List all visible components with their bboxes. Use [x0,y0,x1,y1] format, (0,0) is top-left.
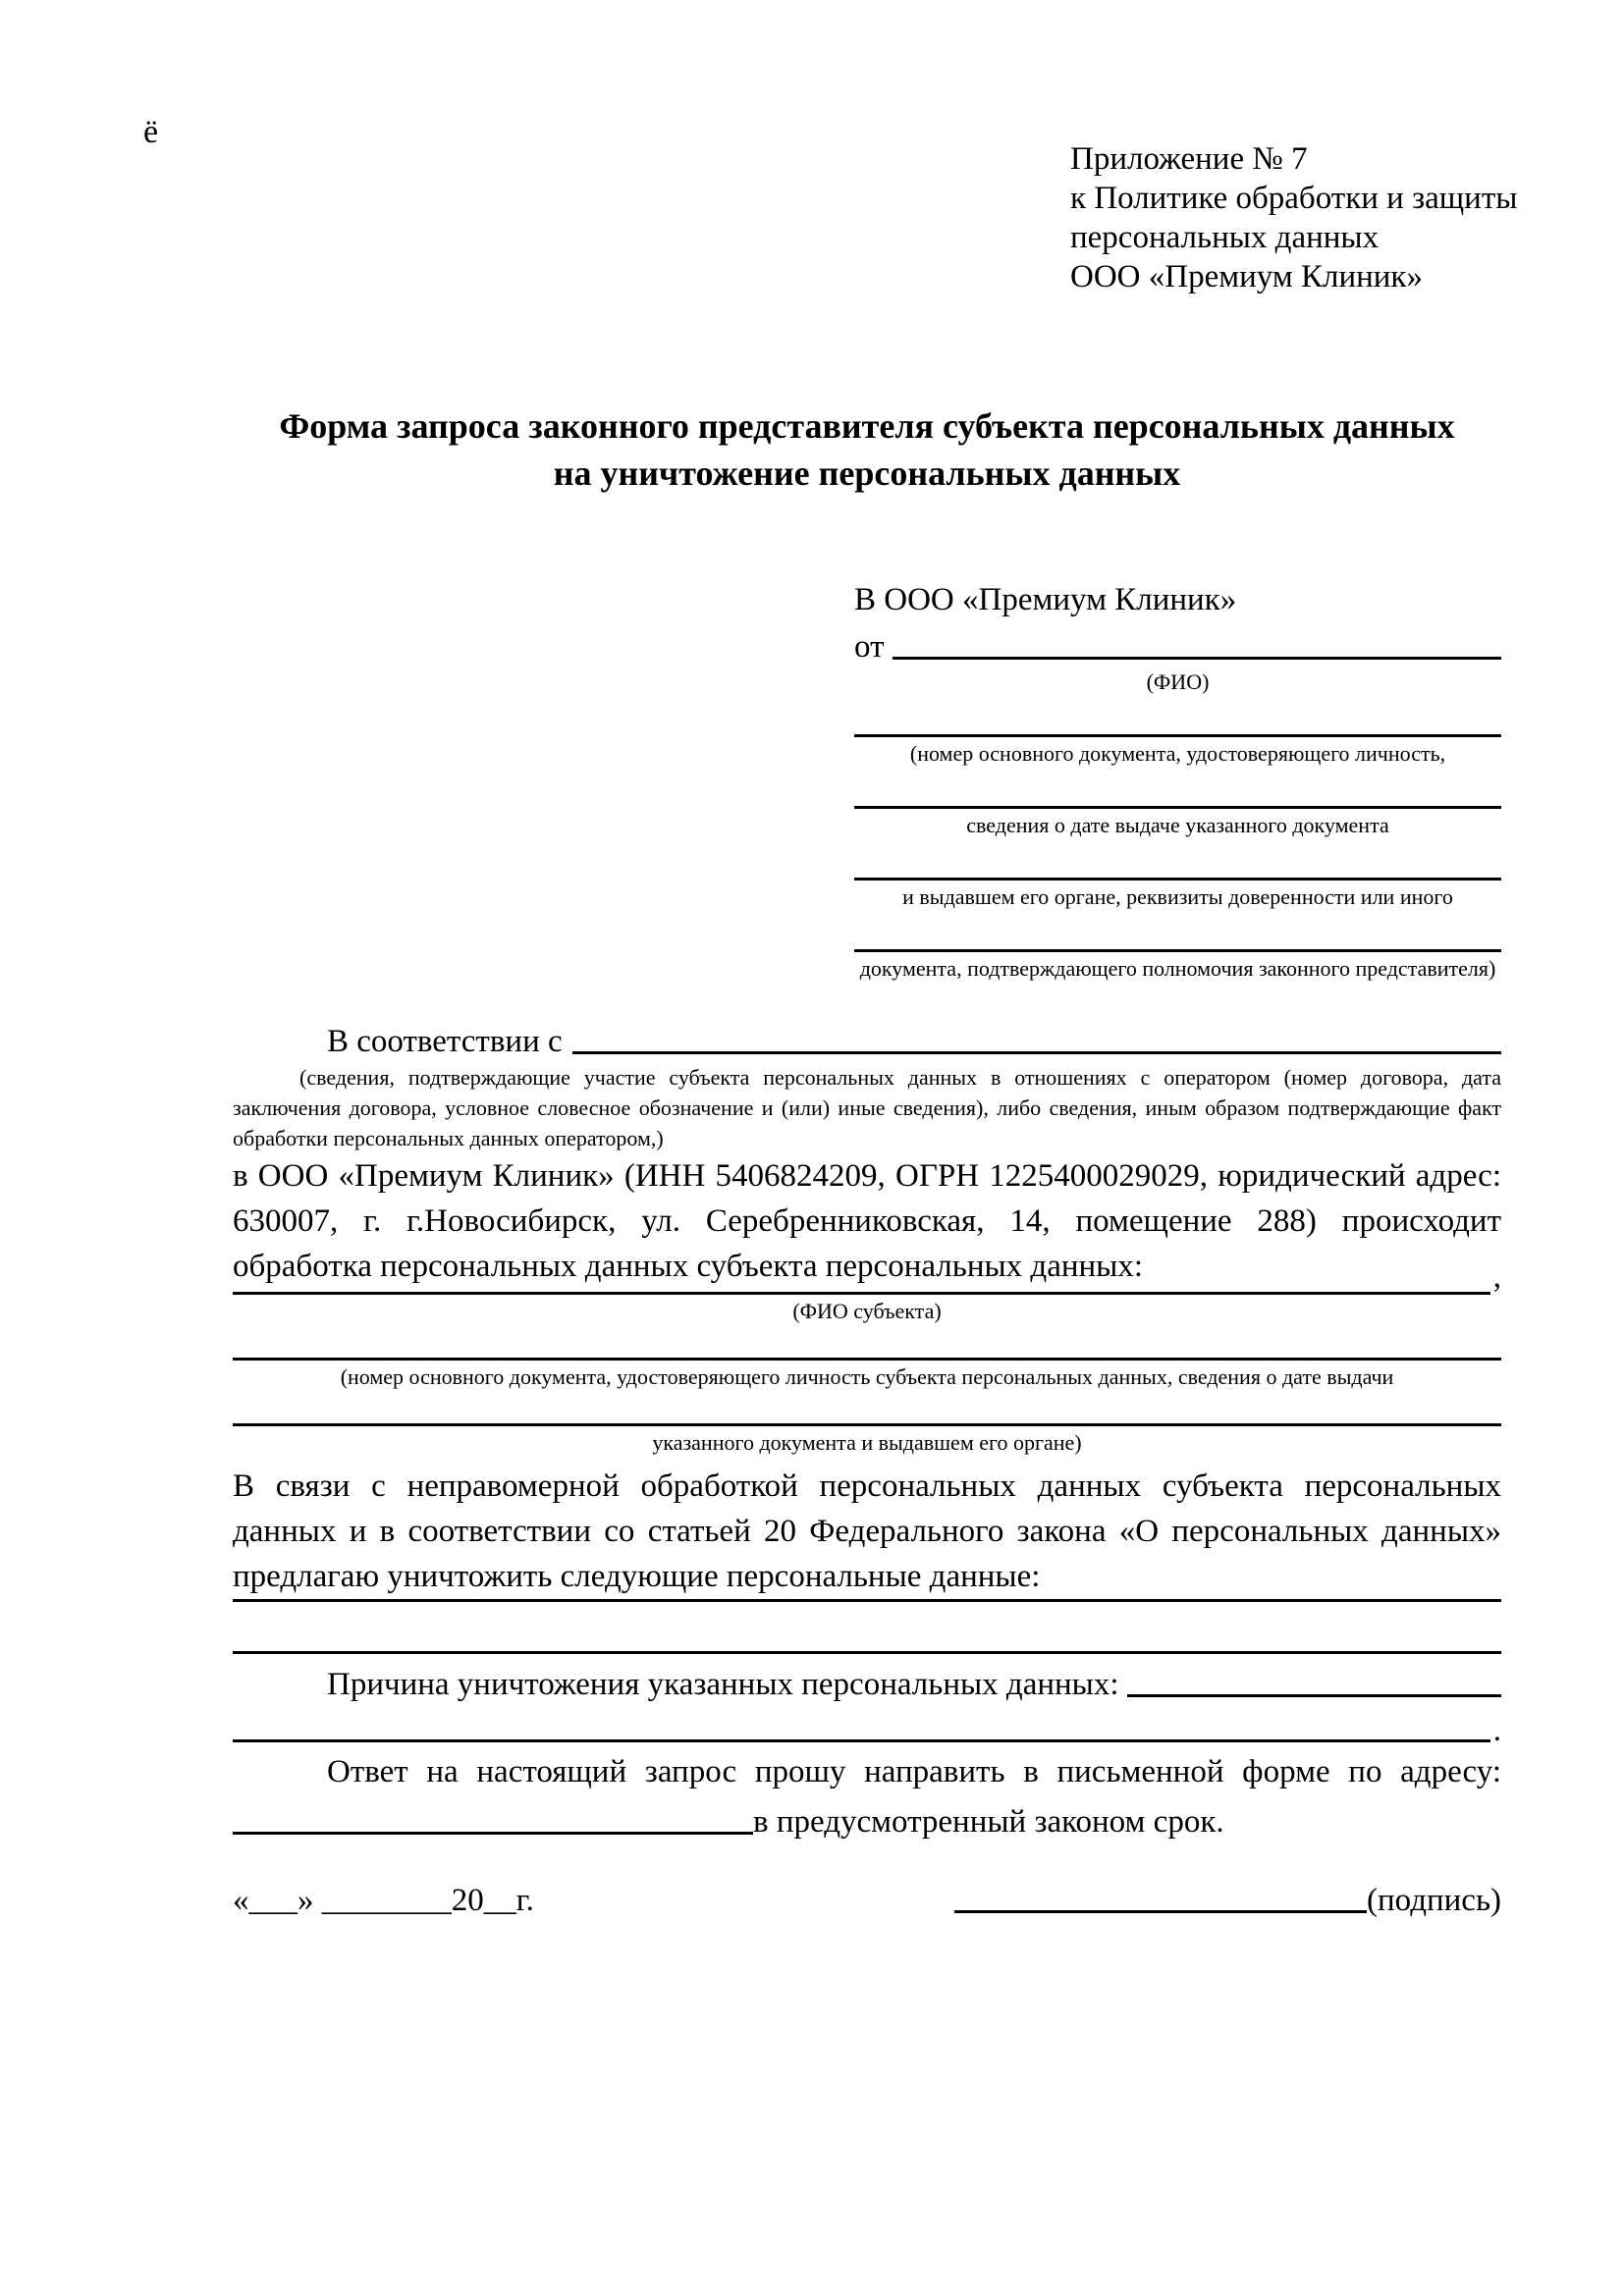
subject-fio-line-row [233,1259,1501,1295]
form-title [233,402,1501,497]
accordance-label: В соответствии с [327,1024,563,1059]
operator-paragraph: в ООО «Премиум Клиник» (ИНН 5406824209, ОГРН 1225400029029, юридический адрес: 630007, г. г.Новосибирск, ул. Серебренниковская, 14, помещение 288) происходит обработка персональных данных субъекта персональных данных: [233,1158,1501,1284]
reason-row [233,1654,1501,1703]
subject-doc-fill-line-2 [233,1398,1501,1426]
subject-fio-caption: (ФИО субъекта) [792,1299,942,1323]
accordance-row [233,1015,1501,1060]
doc-caption-3: и выдавшем его органе, реквизиты доверенности или иного [902,884,1453,909]
reason-fill-line [1127,1694,1501,1697]
appendix-block [1070,139,1517,296]
accordance-note: (сведения, подтверждающие участие субъекта персональных данных в отношениях с оператором (номер договора, дата заключения договора, условное словесное обозначение и (или) иные сведения), либо сведения, иным образом подтверждающие факт обработки персональных данных оператором,) [233,1065,1501,1150]
appendix-line-3: персональных данных [1070,220,1380,255]
demand-paragraph: В связи с неправомерной обработкой персональных данных субъекта персональных данных и в соответствии со статьей 20 Федерального закона «О персональных данных» предлагаю уничтожить следующие персональные данные: [233,1468,1501,1594]
appendix-line-2: к Политике обработки и защиты [1070,181,1518,216]
response-paragraph: Ответ на настоящий запрос прошу направить в письменной форме по адресу: [327,1754,1501,1789]
reason-label: Причина уничтожения указанных персональных данных: [327,1667,1119,1702]
address-fill-line [233,1832,753,1835]
doc-caption-4: документа, подтверждающего полномочия законного представителя) [859,956,1496,981]
footer-row [233,1868,1501,1919]
fio-fill-line [893,657,1502,660]
addressee-block [854,579,1501,989]
date-line: «___» ________20__г. [233,1883,534,1918]
addressee-to: В ООО «Премиум Клиник» [854,582,1237,617]
doc-fill-line-1 [854,703,1501,737]
subject-fio-fill-line [233,1292,1490,1295]
signature-group [954,1883,1501,1919]
signature-fill-line [954,1910,1367,1913]
subject-line-suffix: , [1492,1259,1501,1295]
reason-line-suffix: . [1492,1713,1501,1748]
stray-character: ё [143,114,159,150]
from-label: от [854,629,885,665]
form-title-line-1: Форма запроса законного представителя субъекта персональных данных [279,406,1455,446]
doc-fill-line-2 [854,774,1501,809]
response-tail-row [233,1795,1501,1841]
signature-caption: (подпись) [1367,1883,1501,1918]
accordance-fill-line [572,1051,1501,1054]
form-title-line-2: на уничтожение персональных данных [553,454,1181,493]
subject-doc-fill-line-1 [233,1332,1501,1361]
doc-caption-1: (номер основного документа, удостоверяющего личность, [909,741,1446,766]
doc-fill-line-3 [854,846,1501,881]
doc-caption-2: сведения о дате выдаче указанного документа [966,813,1389,837]
appendix-line-1: Приложение № 7 [1070,141,1308,177]
reason-fill-line-2-row [233,1703,1501,1748]
from-row [854,620,1501,666]
response-tail-text: в предусмотренный законом срок. [753,1804,1224,1840]
subject-doc-caption-1: (номер основного документа, удостоверяющего личность субъекта персональных данных, сведения о дате выдачи [340,1364,1394,1389]
subject-doc-caption-2: указанного документа и выдавшем его органе) [652,1430,1082,1455]
appendix-line-4: ООО «Премиум Клиник» [1070,259,1423,294]
reason-fill-line-2 [233,1739,1490,1742]
data-fill-line-2 [233,1602,1501,1654]
doc-fill-line-4 [854,918,1501,952]
fio-caption: (ФИО) [1146,669,1210,694]
